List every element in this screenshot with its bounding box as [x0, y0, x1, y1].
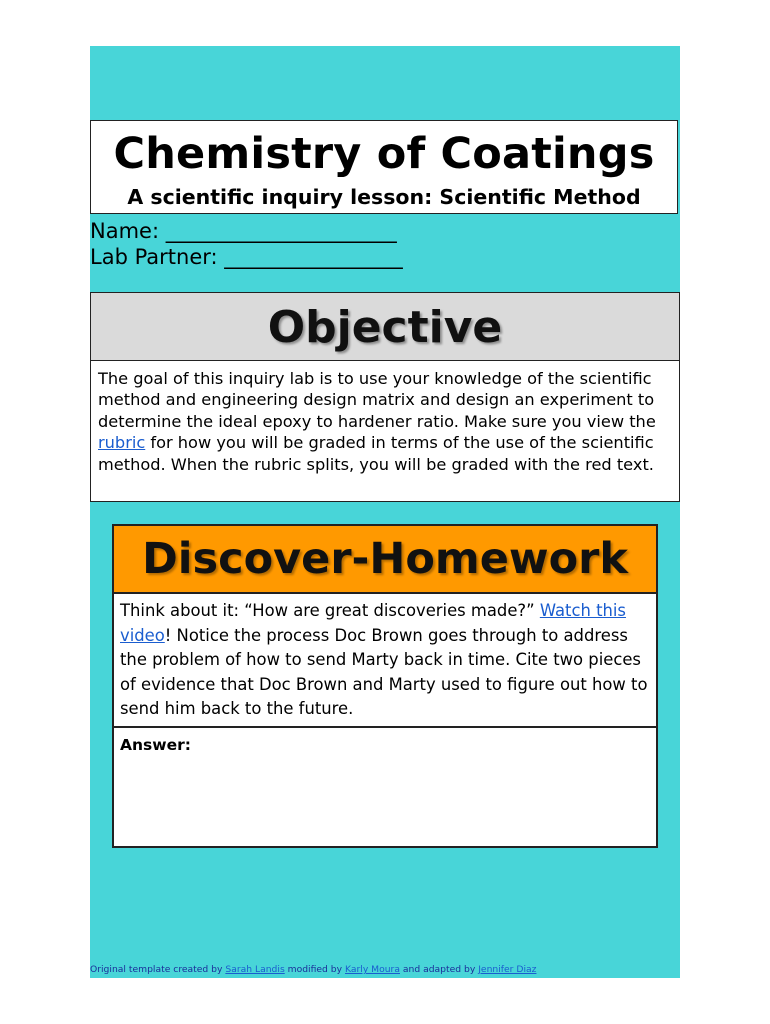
- discover-heading: Discover-Homework: [142, 534, 628, 584]
- objective-heading: Objective: [267, 301, 503, 353]
- page-subtitle: A scientific inquiry lesson: Scientific Method: [127, 185, 641, 209]
- author-link-jennifer-diaz[interactable]: Jennifer Diaz: [478, 964, 537, 975]
- answer-label: Answer:: [120, 736, 191, 754]
- objective-text: [90, 360, 680, 502]
- objective-text-part2: for how you will be graded in terms of the use of the scientific method. When the rubric splits, you will be graded with the red text.: [98, 433, 654, 474]
- worksheet-page: [90, 46, 680, 978]
- footer-middle2: and adapted by: [399, 964, 479, 975]
- student-fields: [90, 218, 680, 270]
- objective-header: [90, 292, 680, 362]
- discover-text: [112, 592, 658, 728]
- discover-text-part2: ! Notice the process Doc Brown goes through to address the problem of how to send Marty back in time. Cite two pieces of evidence that Doc Brown and Marty used to figure out how to send him back to the future.: [120, 625, 648, 718]
- title-box: [90, 120, 678, 214]
- discover-text-part1: Think about it: “How are great discoveries made?”: [120, 601, 540, 620]
- page-title: Chemistry of Coatings: [113, 129, 655, 179]
- footer-credits: [90, 964, 680, 975]
- watch-video-link[interactable]: Watch this video: [120, 601, 626, 645]
- rubric-link[interactable]: rubric: [98, 433, 146, 453]
- discover-header: [112, 524, 658, 594]
- objective-text-part1: The goal of this inquiry lab is to use your knowledge of the scientific method and engineering design matrix and design an experiment to determine the ideal epoxy to hardener ratio. Make sure you view the: [98, 369, 656, 431]
- footer-middle: modified by: [284, 964, 345, 975]
- name-field[interactable]: Name: ______________________: [90, 219, 397, 243]
- author-link-karly-moura[interactable]: Karly Moura: [345, 964, 400, 975]
- footer-prefix: Original template created by: [90, 964, 226, 975]
- answer-box[interactable]: [112, 726, 658, 848]
- lab-partner-field[interactable]: Lab Partner: _________________: [90, 245, 403, 269]
- author-link-sarah-landis[interactable]: Sarah Landis: [225, 964, 285, 975]
